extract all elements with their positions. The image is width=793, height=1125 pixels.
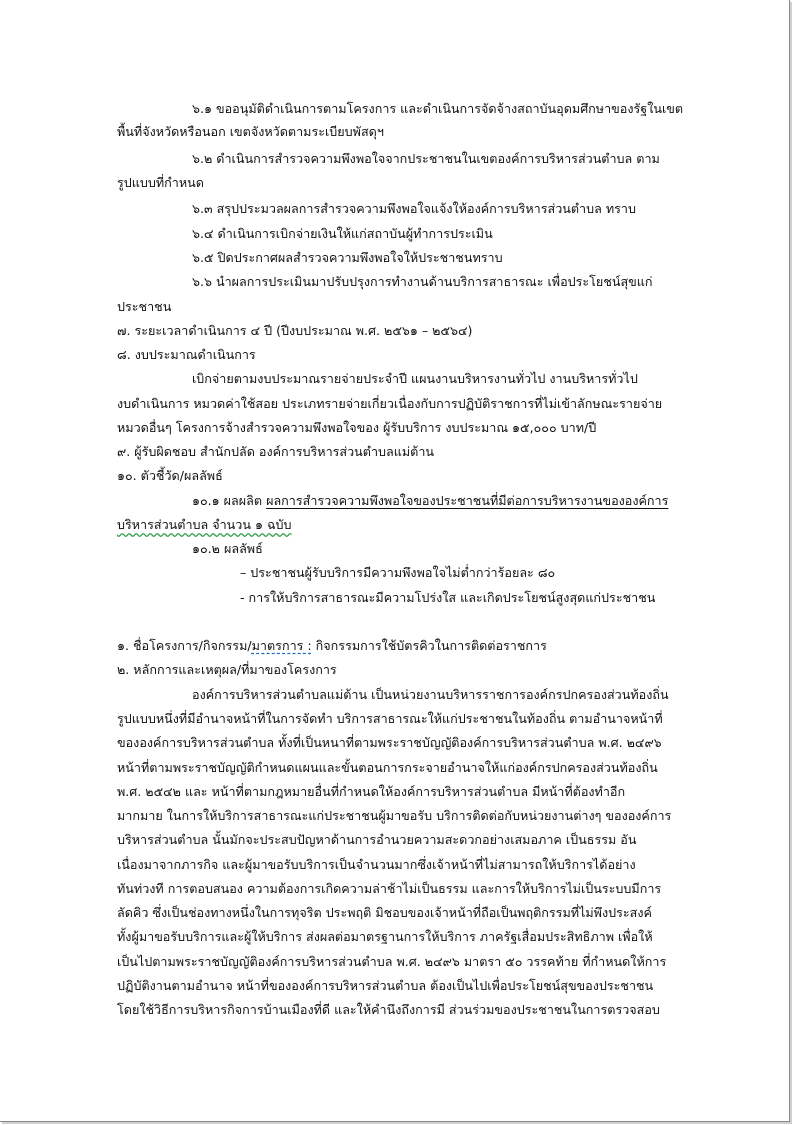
text-line: ๖.๓ สรุปประมวลผลการสำรวจความพึงพอใจแจ้งให้องค์การบริหารส่วนตำบล ทราบ [192, 201, 636, 216]
text-line: รูปแบบหนึ่งที่มีอำนาจหน้าที่ในการจัดทำ บริการสาธารณะให้แก่ประชาชนในท้องถิ่น ตามอำนาจหน้าที่ [117, 711, 663, 726]
section-heading: ๒. หลักการและเหตุผล/ที่มาของโครงการ [117, 662, 337, 677]
text-line: ๖.๕ ปิดประกาศผลสำรวจความพึงพอใจให้ประชาชนทราบ [192, 250, 503, 265]
text-line: ๑๐.๒ ผลลัพธ์ [192, 541, 263, 556]
output-underlined-text: ผลการสำรวจความพึงพอใจของประชาชนที่มีต่อการบริหารงานขององค์การ [266, 493, 669, 508]
section-heading: ๘. งบประมาณดำเนินการ [117, 347, 256, 362]
text-line: ๖.๑ ขออนุมัติดำเนินการตามโครงการ และดำเนินการจัดจ้างสถาบันอุดมศึกษาของรัฐในเขต [192, 101, 684, 116]
text-line: รูปแบบที่กำหนด [117, 175, 204, 190]
section-heading: ๑๐. ตัวชี้วัด/ผลลัพธ์ [117, 468, 223, 483]
text-line: พ.ศ. ๒๕๔๒ และ หน้าที่ตามกฎหมายอื่นที่กำหนดให้องค์การบริหารส่วนตำบล มีหน้าที่ต้องทำอีก [117, 784, 626, 799]
text-line: ๖.๒ ดำเนินการสำรวจความพึงพอใจจากประชาชนในเขตองค์การบริหารส่วนตำบล ตาม [192, 151, 660, 166]
text-line: ทั้งผู้มาขอรับบริการและผู้ให้บริการ ส่งผลต่อมาตรฐานการให้บริการ ภาครัฐเสื่อมประสิทธิภาพ เพื่อให้ [117, 929, 653, 944]
text-line: ประชาชน [117, 299, 172, 314]
section-heading: ๗. ระยะเวลาดำเนินการ ๔ ปี (ปีงบประมาณ พ.ศ. ๒๕๖๑ – ๒๕๖๔) [117, 323, 473, 338]
text-line: พื้นที่จังหวัดหรือนอก เขตจังหวัดตามระเบียบพัสดุฯ [117, 124, 384, 139]
project-name-label: ๑. ชื่อโครงการ/กิจกรรม/ [117, 638, 252, 653]
text-line: เป็นไปตามพระราชบัญญัติองค์การบริหารส่วนตำบล พ.ศ. ๒๔๙๖ มาตรา ๕๐ วรรคท้าย ที่กำหนดให้การ [117, 954, 667, 969]
measure-label: มาตรการ : [251, 638, 312, 653]
output-label: ๑๐.๑ ผลผลิต [192, 493, 263, 508]
text-line: ขององค์การบริหารส่วนตำบล ทั้งที่เป็นหนาที่ตามพระราชบัญญัติองค์การบริหารส่วนตำบล พ.ศ. ๒๔๙๖ [117, 735, 662, 750]
section-heading [117, 637, 547, 655]
text-line: มากมาย ในการให้บริการสาธารณะแก่ประชาชนผู้มาขอรับ บริการติดต่อกับหน่วยงานต่างๆ ขององค์การ [117, 808, 672, 823]
text-line: งบดำเนินการ หมวดค่าใช้สอย ประเภทรายจ่ายเกี่ยวเนื่องกับการปฏิบัติราชการที่ไม่เข้าลักษณะรายจ่าย [117, 396, 663, 411]
text-line: ปฏิบัติงานตามอำนาจ หน้าที่ขององค์การบริหารส่วนตำบล ต้องเป็นไปเพื่อประโยชน์สุขของประชาชน [117, 978, 654, 993]
text-line: เบิกจ่ายตามงบประมาณรายจ่ายประจำปี แผนงานบริหารงานทั่วไป งานบริหารทั่วไป [192, 371, 638, 386]
output-underlined-text: บริหารส่วนตำบล จำนวน ๑ ฉบับ [117, 517, 292, 532]
text-line [192, 492, 668, 510]
text-line: หมวดอื่นๆ โครงการจ้างสำรวจความพึงพอใจของ ผู้รับบริการ งบประมาณ ๑๕,๐๐๐ บาท/ปี [117, 420, 597, 435]
text-line: โดยใช้วิธีการบริหารกิจการบ้านเมืองที่ดี และให้คำนึงถึงการมี ส่วนร่วมของประชาชนในการตรวจสอบ [117, 1002, 660, 1017]
text-line: หน้าที่ตามพระราชบัญญัติกำหนดแผนและขั้นตอนการกระจายอำนาจให้แก่องค์กรปกครองส่วนท้องถิ่น [117, 760, 658, 775]
text-line: ๖.๔ ดำเนินการเบิกจ่ายเงินให้แก่สถาบันผู้ทำการประเมิน [192, 226, 493, 241]
text-line: บริหารส่วนตำบล นั้นมักจะประสบปัญหาด้านการอำนวยความสะดวกอย่างเสมอภาค เป็นธรรม อัน [117, 832, 637, 847]
project-name-value: กิจกรรมการใช้บัตรคิวในการติดต่อราชการ [315, 638, 547, 653]
text-line: องค์การบริหารส่วนตำบลแม่ต้าน เป็นหน่วยงานบริหารราชการองค์กรปกครองส่วนท้องถิ่น [192, 687, 669, 702]
text-line [117, 516, 292, 534]
text-line: ลัดคิว ซึ่งเป็นช่องทางหนึ่งในการทุจริต ประพฤติ มิชอบของเจ้าหน้าที่ถือเป็นพฤติกรรมที่ไม่พึงประสงค์ [117, 905, 652, 920]
bullet-item: – ประชาชนผู้รับบริการมีความพึงพอใจไม่ต่ำกว่าร้อยละ ๘๐ [240, 565, 556, 580]
text-line: ๖.๖ นำผลการประเมินมาปรับปรุงการทำงานด้านบริการสาธารณะ เพื่อประโยชน์สุขแก่ [192, 274, 653, 289]
text-line: เนื่องมาจากภารกิจ และผู้มาขอรับบริการเป็นจำนวนมากซึ่งเจ้าหน้าที่ไม่สามารถให้บริการได้อย่าง [117, 857, 636, 872]
bullet-item: - การให้บริการสาธารณะมีความโปร่งใส และเกิดประโยชน์สูงสุดแก่ประชาชน [240, 590, 656, 605]
section-heading: ๙. ผู้รับผิดชอบ สำนักปลัด องค์การบริหารส่วนตำบลแม่ต้าน [117, 444, 435, 459]
text-line: ทันท่วงที การตอบสนอง ความต้องการเกิดความล่าช้าไม่เป็นธรรม และการให้บริการไม่เป็นระบบมีการ [117, 881, 662, 896]
